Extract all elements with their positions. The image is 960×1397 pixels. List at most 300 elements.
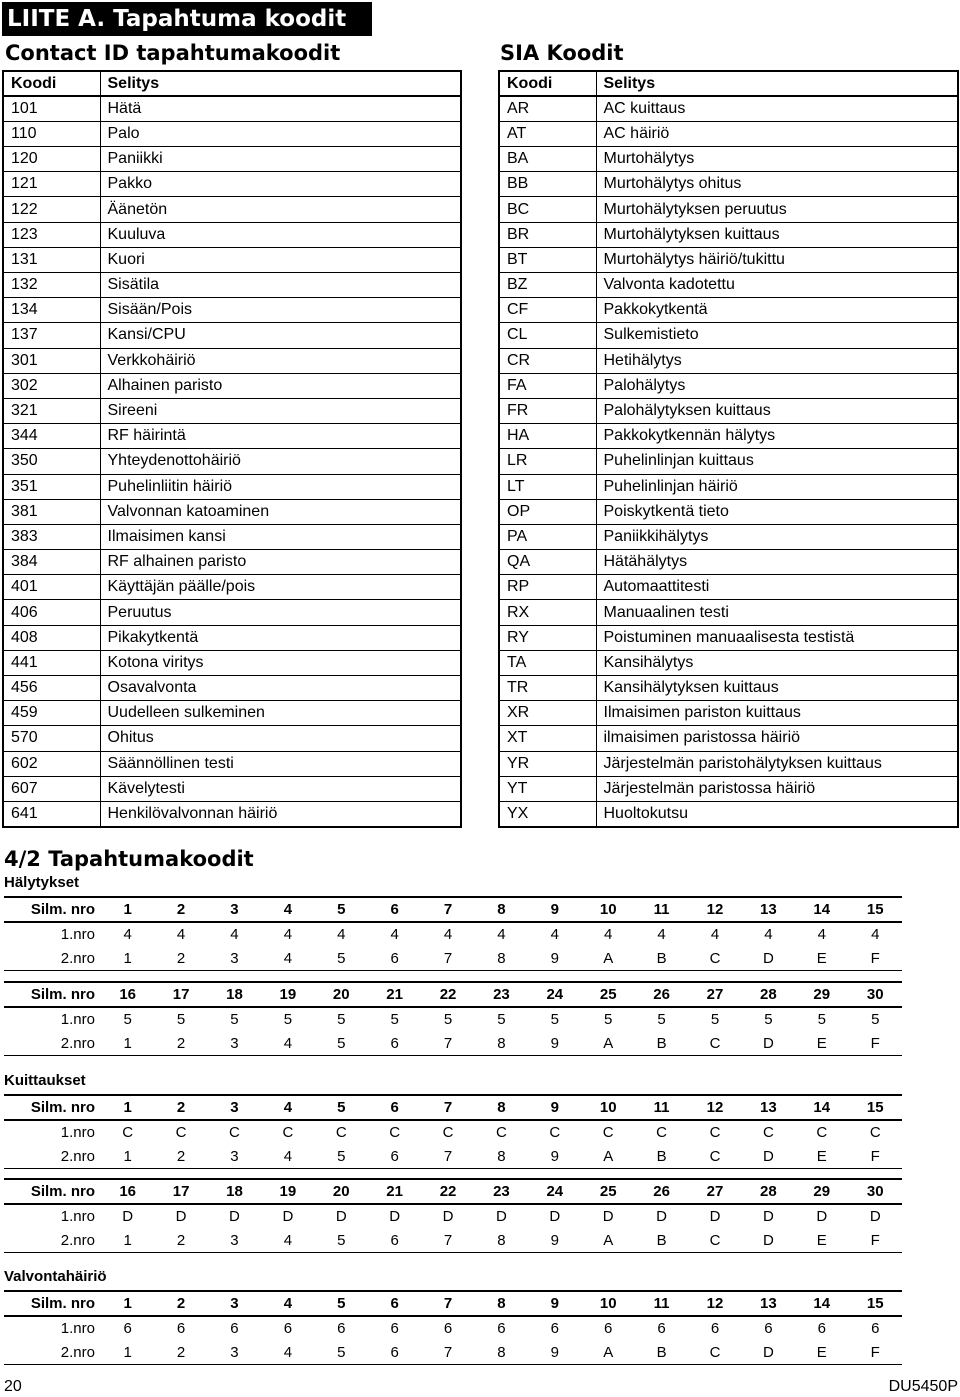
grid-cell: D	[335, 1207, 347, 1225]
description-cell: Hätähälytys	[596, 550, 958, 575]
page-title: LIITE A. Tapahtuma koodit	[2, 2, 372, 36]
code-cell: BT	[499, 247, 596, 272]
grid-cell: 2	[154, 897, 207, 922]
table-row	[3, 776, 461, 801]
grid-cell: 5	[497, 1010, 506, 1028]
grid-cell: 8	[475, 1228, 528, 1253]
code-cell: 570	[3, 726, 100, 751]
grid-cell: C	[335, 1123, 347, 1141]
code-cell: 137	[3, 323, 100, 348]
grid-cell: 5	[315, 1144, 368, 1169]
grid-cell: D	[742, 946, 795, 971]
grid-cell: 9	[528, 946, 581, 971]
grid-cell: 24	[528, 1179, 581, 1204]
description-cell: Kotona viritys	[100, 650, 461, 675]
description-cell: Hetihälytys	[596, 348, 958, 373]
table-row	[499, 801, 958, 826]
code-cell: 101	[3, 96, 100, 121]
grid-cell: E	[795, 1228, 848, 1253]
table-row	[499, 625, 958, 650]
section-label: Kuittaukset	[4, 1072, 86, 1089]
grid-cell: E	[795, 1031, 848, 1056]
grid-cell: A	[582, 946, 635, 971]
code-cell: RY	[499, 625, 596, 650]
row-label: 1.nro	[60, 1207, 95, 1225]
code-cell: CF	[499, 298, 596, 323]
table-row	[499, 424, 958, 449]
grid-cell: D	[869, 1207, 881, 1225]
grid-cell: 4	[261, 1031, 314, 1056]
description-cell: Puhelinlinjan häiriö	[596, 474, 958, 499]
description-cell: Puhelinliitin häiriö	[100, 474, 461, 499]
grid-cell: 4	[390, 925, 399, 943]
code-cell: BZ	[499, 273, 596, 298]
table-row	[499, 197, 958, 222]
grid-cell: C	[688, 1228, 741, 1253]
table-row	[499, 348, 958, 373]
code-cell: BA	[499, 147, 596, 172]
grid-row	[4, 922, 902, 947]
code-cell: RP	[499, 575, 596, 600]
grid-cell: 18	[208, 1179, 261, 1204]
grid-cell: 3	[208, 1291, 261, 1316]
table-row	[499, 776, 958, 801]
grid-cell: 5	[315, 1228, 368, 1253]
grid-cell: 8	[475, 1340, 528, 1365]
grid-cell: 5	[123, 1010, 132, 1028]
grid-header-row	[4, 982, 902, 1007]
row-label: 1.nro	[60, 1123, 95, 1141]
grid-cell: 9	[528, 897, 581, 922]
grid-cell: 6	[368, 1144, 421, 1169]
grid-cell: 3	[208, 1095, 261, 1120]
grid-cell: 6	[368, 1340, 421, 1365]
grid-cell: 29	[795, 982, 848, 1007]
grid-cell: 6	[764, 1319, 773, 1337]
grid-cell: 30	[848, 1179, 902, 1204]
code-cell: RX	[499, 600, 596, 625]
grid-cell: 4	[261, 1291, 314, 1316]
grid-cell: 7	[421, 1095, 474, 1120]
table-row	[499, 701, 958, 726]
grid-cell: 6	[368, 897, 421, 922]
grid-cell: 21	[368, 1179, 421, 1204]
description-cell: Käyttäjän päälle/pois	[100, 575, 461, 600]
description-cell: Uudelleen sulkeminen	[100, 701, 461, 726]
table-row	[499, 398, 958, 423]
row-label: 2.nro	[4, 1340, 101, 1365]
grid-cell: B	[635, 946, 688, 971]
grid-cell: C	[688, 1144, 741, 1169]
table-row	[3, 273, 461, 298]
code-cell: 350	[3, 449, 100, 474]
row-label: 2.nro	[4, 1144, 101, 1169]
grid-cell: 4	[337, 925, 346, 943]
grid-cell: 1	[101, 1031, 154, 1056]
table-row	[3, 650, 461, 675]
grid-cell: 11	[635, 1291, 688, 1316]
grid-cell: 7	[421, 1291, 474, 1316]
grid-cell: 29	[795, 1179, 848, 1204]
grid-cell: D	[282, 1207, 294, 1225]
grid-cell: 27	[688, 1179, 741, 1204]
code-cell: 406	[3, 600, 100, 625]
grid-cell: 22	[421, 982, 474, 1007]
table-row	[499, 298, 958, 323]
code-cell: 641	[3, 801, 100, 826]
description-cell: RF häirintä	[100, 424, 461, 449]
description-cell: Palohälytys	[596, 373, 958, 398]
row-label: Silm. nro	[4, 897, 101, 922]
grid-cell: 5	[283, 1010, 293, 1028]
grid-cell: 5	[337, 1010, 346, 1028]
grid-cell: 3	[208, 897, 261, 922]
table-row	[499, 650, 958, 675]
grid-cell: 3	[208, 1228, 261, 1253]
table-row	[3, 298, 461, 323]
grid-cell: 9	[528, 1031, 581, 1056]
grid-cell: 6	[337, 1319, 346, 1337]
grid-cell: E	[795, 1340, 848, 1365]
grid-row	[4, 1120, 902, 1145]
grid-cell: D	[762, 1207, 774, 1225]
row-label: Silm. nro	[4, 982, 101, 1007]
row-label: 2.nro	[4, 946, 101, 971]
grid-cell: 6	[443, 1319, 453, 1337]
code-cell: 301	[3, 348, 100, 373]
grid-cell: 6	[710, 1319, 720, 1337]
grid-cell: 12	[688, 1291, 741, 1316]
row-label: 1.nro	[60, 1010, 95, 1028]
grid-cell: E	[795, 1144, 848, 1169]
grid-cell: B	[635, 1228, 688, 1253]
table-row	[499, 121, 958, 146]
table-row	[3, 373, 461, 398]
grid-cell: 6	[497, 1319, 506, 1337]
grid-cell: 7	[421, 1340, 474, 1365]
description-cell: Puhelinlinjan kuittaus	[596, 449, 958, 474]
grid-cell: 4	[176, 925, 186, 943]
grid-cell: 4	[764, 925, 773, 943]
grid-cell: C	[442, 1123, 454, 1141]
table-row	[3, 550, 461, 575]
grid-cell: 4	[261, 1144, 314, 1169]
description-cell: Järjestelmän paristossa häiriö	[596, 776, 958, 801]
grid-cell: 7	[421, 1228, 474, 1253]
table-row	[499, 575, 958, 600]
grid-cell: 7	[421, 897, 474, 922]
description-cell: Murtohälytyksen kuittaus	[596, 222, 958, 247]
grid-cell: 4	[283, 925, 293, 943]
grid-cell: 7	[421, 1144, 474, 1169]
table-row	[3, 172, 461, 197]
description-cell: Pikakytkentä	[100, 625, 461, 650]
grid-cell: 8	[475, 1095, 528, 1120]
table-row	[499, 172, 958, 197]
table-row	[3, 575, 461, 600]
table-row	[3, 449, 461, 474]
grid-cell: 27	[688, 982, 741, 1007]
grid-cell: 4	[261, 1340, 314, 1365]
code-cell: 131	[3, 247, 100, 272]
code-cell: 121	[3, 172, 100, 197]
grid-cell: 25	[582, 1179, 635, 1204]
grid-cell: D	[496, 1207, 507, 1225]
description-cell: Palohälytyksen kuittaus	[596, 398, 958, 423]
grid-cell: 9	[528, 1291, 581, 1316]
code-cell: 383	[3, 524, 100, 549]
grid-cell: C	[229, 1123, 240, 1141]
code-cell: BB	[499, 172, 596, 197]
grid-cell: 5	[315, 1031, 368, 1056]
code-cell: YR	[499, 751, 596, 776]
grid-cell: D	[602, 1207, 614, 1225]
grid-cell: 4	[261, 1228, 314, 1253]
description-cell: Hätä	[100, 96, 461, 121]
grid-cell: F	[848, 1228, 902, 1253]
code-grid-table	[4, 1290, 902, 1365]
description-cell: Sulkemistieto	[596, 323, 958, 348]
code-cell: OP	[499, 499, 596, 524]
grid-cell: 6	[368, 1095, 421, 1120]
code-cell: TR	[499, 676, 596, 701]
description-cell: Huoltokutsu	[596, 801, 958, 826]
table-row	[3, 701, 461, 726]
row-label: Silm. nro	[4, 1095, 101, 1120]
description-cell: Ilmaisimen kansi	[100, 524, 461, 549]
grid-cell: 11	[635, 897, 688, 922]
code-cell: QA	[499, 550, 596, 575]
grid-cell: D	[656, 1207, 668, 1225]
description-cell: Valvonta kadotettu	[596, 273, 958, 298]
description-cell: Alhainen paristo	[100, 373, 461, 398]
grid-cell: 3	[208, 946, 261, 971]
table-row	[3, 197, 461, 222]
table-row	[499, 247, 958, 272]
grid-cell: 5	[550, 1010, 559, 1028]
grid-cell: 15	[848, 897, 902, 922]
grid-cell: 26	[635, 982, 688, 1007]
grid-cell: F	[848, 1340, 902, 1365]
grid-row	[4, 1340, 902, 1365]
grid-cell: C	[656, 1123, 668, 1141]
description-cell: Manuaalinen testi	[596, 600, 958, 625]
sia-title: SIA Koodit	[500, 41, 624, 65]
grid-cell: 6	[871, 1319, 880, 1337]
grid-cell: C	[688, 946, 741, 971]
grid-cell: 10	[582, 897, 635, 922]
grid-cell: 4	[604, 925, 613, 943]
grid-cell: 10	[582, 1291, 635, 1316]
grid-cell: 16	[101, 982, 154, 1007]
grid-cell: D	[742, 1031, 795, 1056]
table-row	[3, 147, 461, 172]
code-cell: XR	[499, 701, 596, 726]
grid-cell: 9	[528, 1095, 581, 1120]
table-row	[499, 147, 958, 172]
code-cell: 408	[3, 625, 100, 650]
grid-cell: E	[795, 946, 848, 971]
grid-cell: 6	[368, 946, 421, 971]
grid-cell: D	[442, 1207, 454, 1225]
code-cell: LR	[499, 449, 596, 474]
grid-cell: 8	[475, 1144, 528, 1169]
table-row	[3, 751, 461, 776]
grid-cell: 9	[528, 1228, 581, 1253]
grid-cell: 15	[848, 1095, 902, 1120]
code-cell: 456	[3, 676, 100, 701]
description-cell: Sireeni	[100, 398, 461, 423]
description-cell: Peruutus	[100, 600, 461, 625]
grid-cell: 6	[817, 1319, 826, 1337]
table-row	[3, 424, 461, 449]
code-cell: FR	[499, 398, 596, 423]
code-cell: PA	[499, 524, 596, 549]
code-grid-table	[4, 981, 902, 1056]
grid-cell: 4	[261, 897, 314, 922]
grid-header-row	[4, 1095, 902, 1120]
grid-cell: 28	[742, 1179, 795, 1204]
grid-cell: 6	[390, 1319, 399, 1337]
grid-cell: 8	[475, 897, 528, 922]
table-row	[499, 222, 958, 247]
grid-cell: B	[635, 1144, 688, 1169]
description-cell: Kansi/CPU	[100, 323, 461, 348]
row-label: 1.nro	[60, 1319, 95, 1337]
grid-cell: 8	[475, 946, 528, 971]
code-cell: 384	[3, 550, 100, 575]
code-cell: 110	[3, 121, 100, 146]
grid-cell: D	[122, 1207, 134, 1225]
table-row	[3, 398, 461, 423]
grid-cell: 2	[154, 1144, 207, 1169]
grid-cell: 13	[742, 1291, 795, 1316]
description-cell: Pakkokytkennän hälytys	[596, 424, 958, 449]
grid-cell: 4	[443, 925, 453, 943]
description-cell: Sisätila	[100, 273, 461, 298]
description-cell: Murtohälytys	[596, 147, 958, 172]
grid-row	[4, 1204, 902, 1229]
table-row	[3, 801, 461, 826]
table-row	[499, 373, 958, 398]
grid-cell: 1	[101, 1340, 154, 1365]
table-row	[499, 449, 958, 474]
table-row	[3, 96, 461, 121]
description-cell: Poiskytkentä tieto	[596, 499, 958, 524]
row-label: Silm. nro	[4, 1291, 101, 1316]
description-cell: Ilmaisimen pariston kuittaus	[596, 701, 958, 726]
description-cell: Kuori	[100, 247, 461, 272]
grid-cell: C	[496, 1123, 507, 1141]
grid-cell: 5	[315, 946, 368, 971]
table-row	[3, 348, 461, 373]
grid-cell: 5	[315, 1095, 368, 1120]
grid-cell: 7	[421, 946, 474, 971]
grid-cell: C	[282, 1123, 294, 1141]
grid-header-row	[4, 897, 902, 922]
description-cell: Äänetön	[100, 197, 461, 222]
grid-cell: A	[582, 1228, 635, 1253]
description-cell: Murtohälytyksen peruutus	[596, 197, 958, 222]
column-header-description: Selitys	[100, 71, 461, 96]
grid-cell: 14	[795, 1291, 848, 1316]
grid-cell: F	[848, 1031, 902, 1056]
code-grid-table	[4, 1178, 902, 1253]
column-header-code: Koodi	[499, 71, 596, 96]
grid-cell: 6	[657, 1319, 666, 1337]
grid-cell: 4	[261, 1095, 314, 1120]
description-cell: Paniikkihälytys	[596, 524, 958, 549]
grid-cell: 4	[657, 925, 666, 943]
grid-cell: 1	[101, 1228, 154, 1253]
grid-cell: 5	[315, 1340, 368, 1365]
description-cell: Pakko	[100, 172, 461, 197]
grid-cell: 28	[742, 982, 795, 1007]
table-row	[3, 222, 461, 247]
grid-cell: C	[688, 1340, 741, 1365]
grid-cell: D	[549, 1207, 561, 1225]
grid-cell: B	[635, 1031, 688, 1056]
grid-cell: 12	[688, 1095, 741, 1120]
table-row	[499, 676, 958, 701]
grid-cell: A	[582, 1031, 635, 1056]
code-cell: HA	[499, 424, 596, 449]
code-grid-table	[4, 1094, 902, 1169]
table-row	[3, 323, 461, 348]
section-label: Valvontahäiriö	[4, 1268, 107, 1285]
grid-cell: C	[122, 1123, 134, 1141]
row-label: 2.nro	[4, 1228, 101, 1253]
description-cell: Pakkokytkentä	[596, 298, 958, 323]
grid-cell: 1	[101, 1095, 154, 1120]
description-cell: Murtohälytys ohitus	[596, 172, 958, 197]
grid-cell: 21	[368, 982, 421, 1007]
grid-cell: 18	[208, 982, 261, 1007]
table-row	[3, 499, 461, 524]
grid-cell: 1	[101, 946, 154, 971]
description-cell: AC häiriö	[596, 121, 958, 146]
code-cell: FA	[499, 373, 596, 398]
code-cell: 132	[3, 273, 100, 298]
grid-cell: 4	[710, 925, 720, 943]
grid-cell: 6	[176, 1319, 186, 1337]
description-cell: RF alhainen paristo	[100, 550, 461, 575]
table-row	[499, 96, 958, 121]
code-cell: 459	[3, 701, 100, 726]
grid-cell: C	[688, 1031, 741, 1056]
code-cell: 122	[3, 197, 100, 222]
grid-cell: 5	[315, 1291, 368, 1316]
page-number: 20	[4, 1378, 22, 1395]
description-cell: Järjestelmän paristohälytyksen kuittaus	[596, 751, 958, 776]
grid-cell: 5	[315, 897, 368, 922]
grid-cell: C	[175, 1123, 187, 1141]
code-cell: 120	[3, 147, 100, 172]
grid-header-row	[4, 1291, 902, 1316]
description-cell: Valvonnan katoaminen	[100, 499, 461, 524]
grid-cell: D	[742, 1340, 795, 1365]
code-cell: 134	[3, 298, 100, 323]
grid-cell: 20	[315, 982, 368, 1007]
grid-cell: 6	[230, 1319, 239, 1337]
grid-cell: D	[742, 1144, 795, 1169]
code-cell: 602	[3, 751, 100, 776]
contact-id-title: Contact ID tapahtumakoodit	[5, 41, 341, 65]
grid-cell: D	[709, 1207, 721, 1225]
description-cell: Ohitus	[100, 726, 461, 751]
grid-cell: 20	[315, 1179, 368, 1204]
code-cell: AT	[499, 121, 596, 146]
